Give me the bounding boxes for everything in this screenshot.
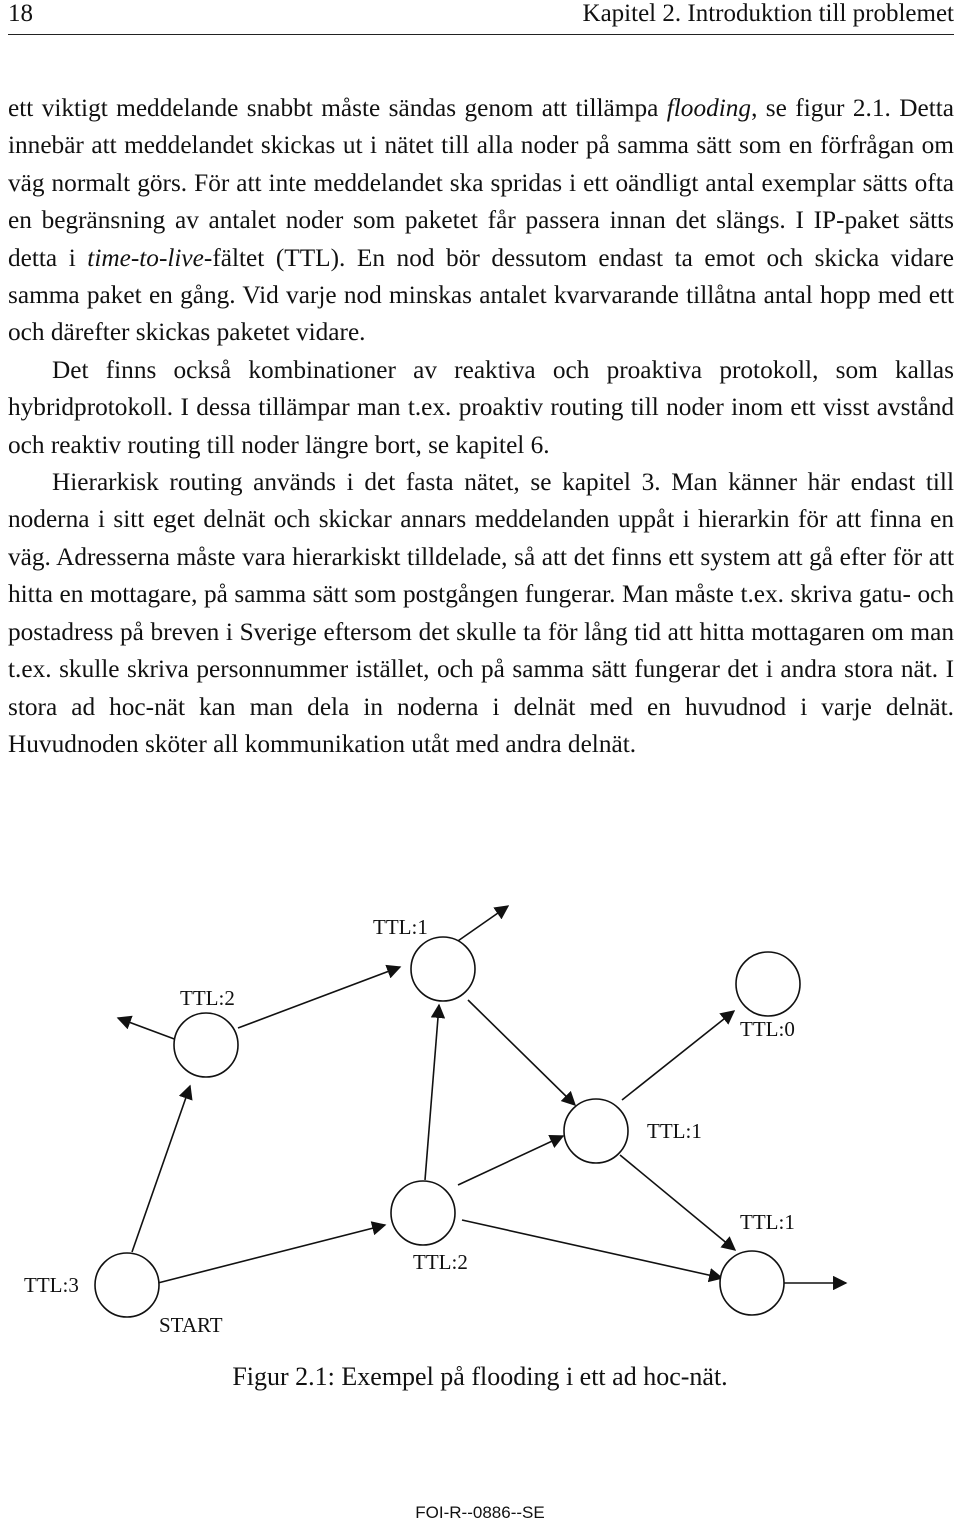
node-n1 xyxy=(411,937,475,1001)
edge-n2-out xyxy=(118,1018,177,1040)
edge-start-to-n7 xyxy=(150,1225,385,1285)
edge-n4-to-n3 xyxy=(622,1011,734,1100)
node-n7 xyxy=(391,1181,455,1245)
label-n3-ttl: TTL:0 xyxy=(740,1017,795,1041)
paragraph-text: Det finns också kombinationer av reaktiva och proaktiva protokoll, som kallas hybridprotokoll. I dessa tillämpar man t.ex. proaktiv routing till noder inom ett visst avstånd och reaktiv routing till noder längre bort, se kapitel 6. xyxy=(8,355,954,459)
edge-n2-to-n1 xyxy=(238,967,400,1028)
label-n5-ttl: TTL:1 xyxy=(740,1210,795,1234)
edge-n7-to-n5 xyxy=(462,1220,722,1278)
running-title: Kapitel 2. Introduktion till problemet xyxy=(582,0,954,27)
edge-n1-out xyxy=(455,906,508,943)
paragraph-text: Hierarkisk routing används i det fasta nätet, se kapitel 3. Man känner här endast till noderna i sitt eget delnät och skickar annars meddelanden uppåt i hierarkin för att finna en väg. Adresserna måste vara hierarkiskt tilldelade, så att det finns ett system att gå efter för att hitta en mottagare, på samma sätt som postgången fungerar. Man måste t.ex. skriva gatu- och postadress på breven i Sverige eftersom det skulle ta för lång tid att hitta mottagaren om man t.ex. skulle skriva personnummer istället, och på samma sätt fungerar det i andra stora nät. I stora ad hoc-nät kan man dela in noderna i delnät med en huvudnod i varje delnät. Huvudnoden sköter all kommunikation utåt med andra delnät. xyxy=(8,468,954,758)
edge-n4-to-n5 xyxy=(620,1155,735,1250)
label-n1-ttl: TTL:1 xyxy=(373,915,428,939)
edge-n7-to-n4 xyxy=(458,1136,563,1185)
edge-n1-to-n4 xyxy=(468,1000,575,1105)
paragraph xyxy=(8,90,954,352)
page-header xyxy=(8,0,954,35)
paragraph-text: -fältet (TTL). En nod bör dessutom endast ta emot och skicka vidare samma paket en gång. Vid varje nod minskas antalet kvarvarande tillåtna antal hopp med ett och därefter skickas paketet vidare. xyxy=(8,243,955,347)
emphasis-text: time-to-live xyxy=(87,243,204,272)
label-n4-ttl: TTL:1 xyxy=(647,1119,702,1143)
node-n5 xyxy=(720,1251,784,1315)
paragraph xyxy=(8,464,954,763)
figure-caption: Figur 2.1: Exempel på flooding i ett ad hoc-nät. xyxy=(232,1362,728,1391)
emphasis-text: flooding xyxy=(666,94,752,122)
node-n3 xyxy=(736,952,800,1016)
label-start: START xyxy=(159,1313,223,1337)
report-number: FOI-R--0886--SE xyxy=(415,1503,545,1522)
paragraph-text: ett viktigt meddelande snabbt måste sändas genom att tillämpa xyxy=(8,94,667,122)
node-start xyxy=(95,1253,159,1317)
label-n2-ttl: TTL:2 xyxy=(180,986,235,1010)
label-start-ttl: TTL:3 xyxy=(24,1273,79,1297)
paragraph-text: , se figur 2.1. Detta innebär att meddelandet skickas ut i nätet till alla noder på samma sätt som en förfrågan om väg normalt görs. För att inte meddelandet ska spridas i ett oändligt antal exemplar sätts ofta en begränsning av antalet noder som paketet får passera innan det slängs. I IP-paket sätts detta i xyxy=(8,94,955,272)
edge-n7-to-n1 xyxy=(425,1005,439,1180)
page-number: 18 xyxy=(8,0,33,27)
paragraph xyxy=(8,352,954,464)
flooding-figure xyxy=(0,900,960,1337)
node-n2 xyxy=(174,1013,238,1077)
node-n4 xyxy=(564,1099,628,1163)
edge-start-to-n2 xyxy=(132,1086,190,1252)
body-text xyxy=(8,90,954,763)
label-n7-ttl: TTL:2 xyxy=(413,1250,468,1274)
